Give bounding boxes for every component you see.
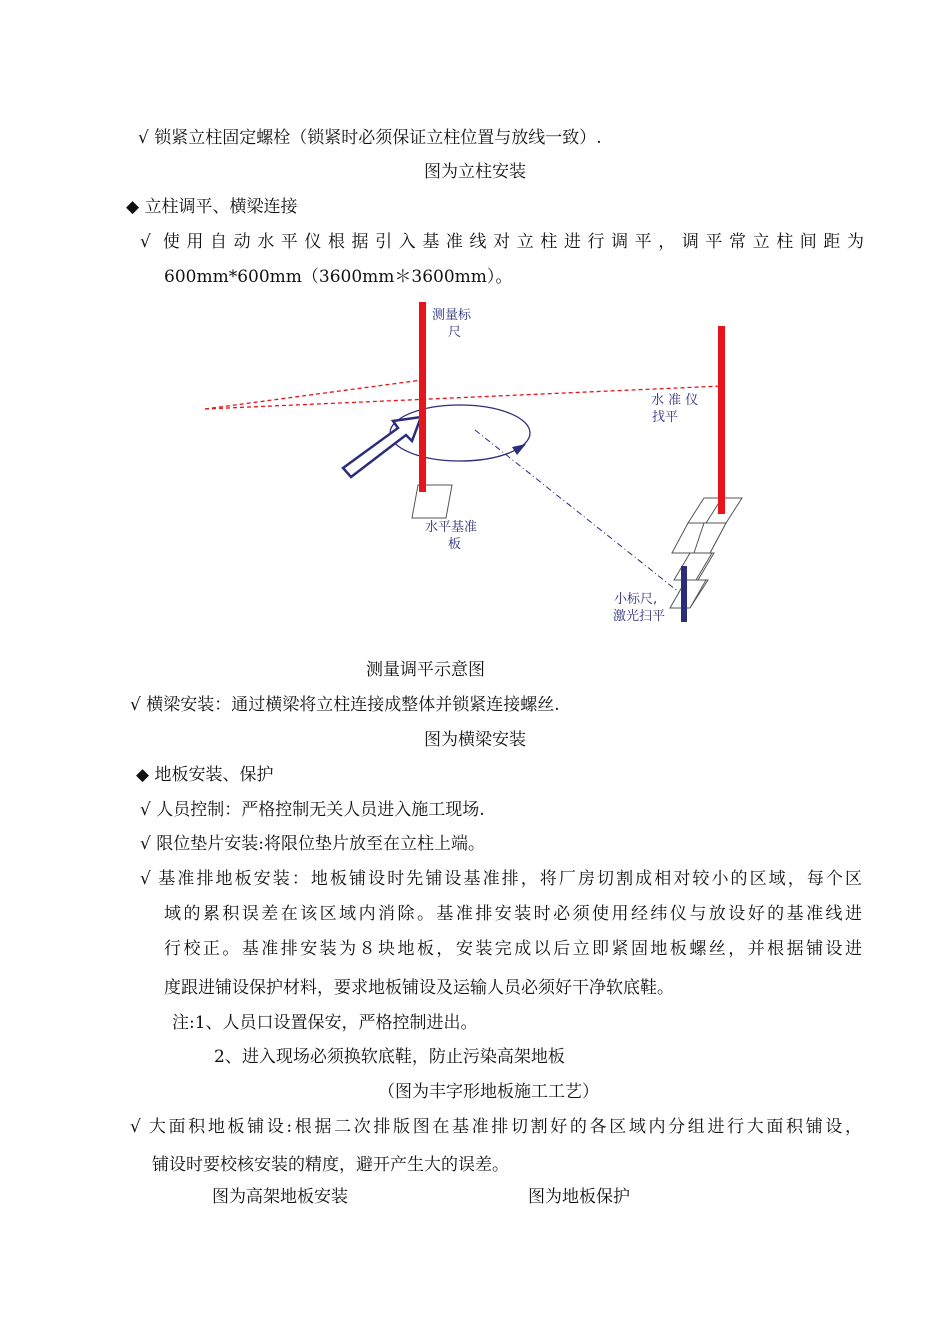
text-line-19: 铺设时要校核安装的精度，避开产生大的误差。 — [152, 1155, 509, 1175]
caption-floor-protect: 图为地板保护 — [528, 1187, 630, 1207]
label-plate-1: 水平基准 — [425, 520, 478, 535]
text-line-10: √ 限位垫片安装:将限位垫片放至在立柱上端。 — [140, 834, 485, 854]
measuring-ruler-post — [419, 302, 426, 492]
note-line-1: 注:1、人员口设置保安，严格控制进出。 — [172, 1013, 478, 1033]
leveling-diagram — [0, 290, 950, 630]
rotation-arrowhead — [512, 444, 526, 455]
label-small-1: 小标尺, — [614, 592, 658, 607]
text-line-4: √ 使用自动水平仪根据引入基准线对立柱进行调平，调平常立柱间距为 — [140, 232, 864, 252]
level-post — [718, 326, 725, 514]
plate-stack — [670, 498, 742, 608]
caption-floor-process: （图为丰字形地板施工工艺） — [378, 1082, 599, 1102]
section-heading-leveling: ◆ 立柱调平、横梁连接 — [126, 197, 298, 217]
label-ruler-2: 尺 — [448, 325, 462, 340]
text-line-6: √ 横梁安装：通过横梁将立柱连接成整体并锁紧连接螺丝. — [130, 695, 560, 715]
text-line-18: √ 大面积地板铺设:根据二次排版图在基准排切割好的各区域内分组进行大面积铺设， — [130, 1117, 862, 1137]
section-heading-floor: ◆ 地板安装、保护 — [136, 765, 274, 785]
label-level-1: 水 准 仪 — [651, 393, 699, 408]
small-ruler — [681, 566, 687, 622]
label-small-2: 激光扫平 — [613, 609, 666, 624]
label-plate-2: 板 — [448, 537, 462, 552]
text-line-13: 行校正。基准排安装为８块地板，安装完成以后立即紧固地板螺丝，并根据铺设进 — [164, 939, 862, 959]
caption-column-install: 图为立柱安装 — [424, 162, 526, 182]
text-line-12: 域的累积误差在该区域内消除。基准排安装时必须使用经纬仪与放设好的基准线进 — [164, 904, 862, 924]
text-line-9: √ 人员控制：严格控制无关人员进入施工现场. — [140, 800, 485, 820]
label-level-2: 找平 — [652, 410, 679, 425]
text-line-5: 600mm*600mm（3600mm＊3600mm）。 — [164, 267, 513, 287]
text-line-11: √ 基准排地板安装：地板铺设时先铺设基准排，将厂房切割成相对较小的区域，每个区 — [140, 869, 862, 889]
caption-raised-floor: 图为高架地板安装 — [212, 1187, 348, 1207]
caption-diagram: 测量调平示意图 — [366, 660, 485, 680]
text-line-14: 度跟进铺设保护材料，要求地板铺设及运输人员必须好干净软底鞋。 — [164, 978, 674, 998]
note-line-2: 2、进入现场必须换软底鞋，防止污染高架地板 — [214, 1047, 565, 1067]
text-line-1: √ 锁紧立柱固定螺栓（锁紧时必须保证立柱位置与放线一致）. — [138, 128, 602, 148]
base-plate — [412, 485, 452, 518]
label-ruler-1: 测量标 — [432, 308, 472, 323]
caption-beam-install: 图为横梁安装 — [424, 730, 526, 750]
hollow-arrow-icon — [343, 417, 421, 477]
